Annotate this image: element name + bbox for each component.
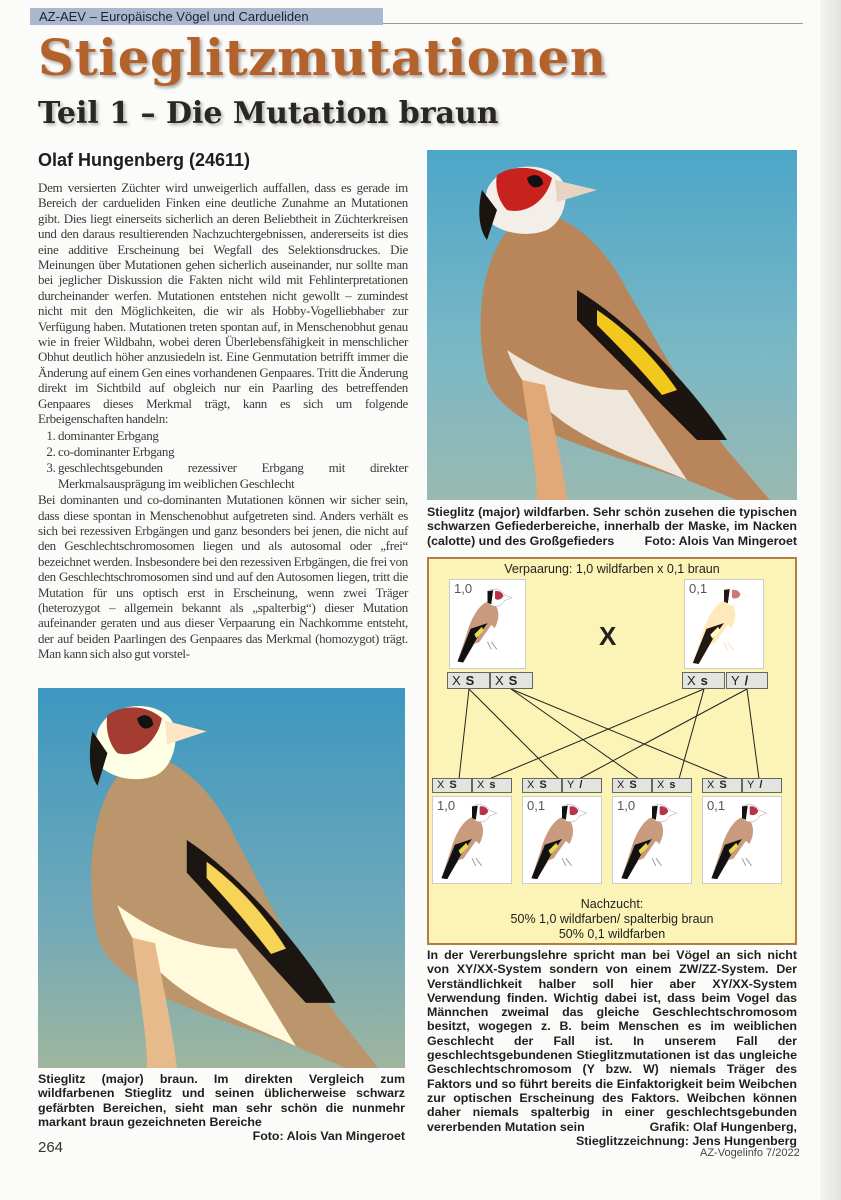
photo-credit: Foto: Alois Van Mingeroet (252, 1129, 405, 1144)
photo-caption-brown (38, 1072, 405, 1143)
caption-text: Stieglitz (major) braun. Im direkten Vergleich zum wildfarbenen Stieglitz und seinen üblicherweise schwarz gefärbten Bereichen, sieht man sehr schön die nunmehr markant braun gezeichneten Bereiche (38, 1072, 405, 1129)
mother-card (684, 579, 764, 669)
header-rule (383, 23, 803, 24)
gene-box: X S (447, 672, 490, 689)
page-number: 264 (38, 1139, 64, 1156)
inheritance-list (38, 428, 408, 492)
page-edge (820, 0, 841, 1200)
result-line: 50% 0,1 wildfarben (558, 927, 666, 941)
result-line: 50% 1,0 wildfarben/ spalterbig braun (510, 912, 714, 926)
father-card (449, 579, 526, 669)
diagram-caption (427, 948, 797, 1148)
list-item: 3. geschlechtsgebunden rezessiver Erbgang mit direkter Merkmalsausprägung im weiblichen Geschlecht (58, 460, 408, 491)
gene-box: X S (702, 778, 742, 793)
sex-label: 0,1 (527, 798, 546, 813)
list-item: 2. co-dominanter Erbgang (58, 444, 408, 459)
photo-goldfinch-wildtype (427, 150, 797, 500)
photo-credit: Foto: Alois Van Mingeroet (644, 533, 797, 548)
gene-box: X S (490, 672, 533, 689)
article-body (38, 180, 408, 662)
sex-label: 1,0 (437, 798, 456, 813)
graphic-credit: Grafik: Olaf Hungenberg, (649, 1119, 797, 1134)
drawing-credit: Stieglitzzeichnung: Jens Hungenberg (576, 1133, 797, 1148)
section-header: AZ-AEV – Europäische Vögel und Cardueliden (30, 8, 383, 25)
gene-box: X S (612, 778, 652, 793)
offspring-card (612, 796, 692, 884)
paragraph: Dem versierten Züchter wird unweigerlich auffallen, dass es gerade im Bereich der cardueliden Finken eine deutliche Zunahme an Mutationen gibt. Dies liegt einerseits sicherlich an deren Beliebtheit in Züchterkreisen und den daraus resultierenden Nachzuchtergebnissen, andererseits ist dies eine additive Erscheinung bei Wegfall des Selektionsdruckes. Die Meinungen über Mutationen gehen sicherlich auseinander, nur sollte man bei jeglicher Diskussion die Fakten nicht wild mit Fehlinterpretationen durcheinander werfen. Mutationen entstehen nicht gewollt – zumindest nicht mit den Möglichkeiten, die wir als Hobby-Vogelliebhaber zur Verfügung haben. Mutationen treten spontan auf, in Menschenobhut genau wie in freier Wildbahn, wobei deren Überlebensfähigkeit in menschlicher Obhut deutlich höher anzusiedeln ist. Eine Genmutation betrifft immer die Änderung auf einem Gen eines vorhandenen Genpaares. Tritt die Änderung direkt im Sichtbild auf obgleich nur ein Paarling des betreffenden Genpaares dieses Merkmal trägt, kann es sich um folgende Erbeigenschaften handeln: (38, 180, 408, 427)
offspring-card (432, 796, 512, 884)
list-item: 1. dominanter Erbgang (58, 428, 408, 443)
article-title: Stieglitzmutationen (38, 28, 607, 87)
author: Olaf Hungenberg (24611) (38, 150, 251, 170)
sex-label: 1,0 (454, 581, 473, 596)
gene-box: Y / (726, 672, 768, 689)
offspring-card (522, 796, 602, 884)
cross-symbol: X (599, 621, 617, 651)
article-subtitle: Teil 1 – Die Mutation braun (38, 96, 499, 131)
gene-box: X s (472, 778, 512, 793)
issue-label: AZ-Vogelinfo 7/2022 (700, 1147, 800, 1159)
inheritance-diagram (427, 557, 797, 945)
sex-label: 0,1 (689, 581, 708, 596)
gene-box: X S (522, 778, 562, 793)
gene-box: Y / (562, 778, 602, 793)
result-label: Nachzucht: (580, 897, 644, 911)
caption-text: Stieglitz (major) wildfarben. Sehr schön zusehen die typischen schwarzen Gefiederbereiche, innerhalb der Maske, im Nacken (calotte) und des Großgefieders (427, 505, 797, 548)
gene-box: X s (682, 672, 725, 689)
sex-label: 1,0 (617, 798, 636, 813)
photo-caption-wildtype (427, 505, 797, 548)
gene-box: Y / (742, 778, 782, 793)
gene-box: X S (432, 778, 472, 793)
offspring-card (702, 796, 782, 884)
caption-text: In der Vererbungslehre spricht man bei Vögel an sich nicht von XY/XX-System sondern von einem ZW/ZZ-System. Der Verständlichkeit halber soll hier aber XY/XX-System Verwendung finden. Wichtig dabei ist, dass beim Vogel das Männchen zweimal das gleiche Geschlechtschromosom besitzt, wogegen z. B. beim Menschen es im weiblichen Geschlecht der Fall ist. In unserem Fall der geschlechtsgebundenen Stieglitzmutationen ist das ungleiche Geschlechtschromosom (Y bzw. W) niemals Träger des Faktors und so führt bereits die Einfaktorigkeit beim Weibchen zur optischen Erscheinung des Faktors. Weibchen können daher niemals spalterbig in einer geschlechtsgebunden vererbenden Mutation sein (427, 948, 797, 1134)
diagram-title: Verpaarung: 1,0 wildfarben x 0,1 braun (504, 562, 720, 576)
photo-goldfinch-brown (38, 688, 405, 1068)
gene-box: X s (652, 778, 692, 793)
goldfinch-brown-drawing (685, 580, 763, 668)
paragraph: Bei dominanten und co-dominanten Mutationen können wir sicher sein, dass diese spontan in Menschenobhut aufgetreten sind. Anders verhält es sich bei rezessiven Erbgängen und ganz besonders bei jenen, die nicht auf den Geschlechtschromosomen liegen und als autosomal oder „frei“ bezeichnet werden. Insbesondere bei den rezessiven Erbgängen, die frei von den Geschlechtschromosomen sind und auf den Autosomen liegen, tritt die Mutation für uns optisch erst in Erscheinung, wenn zwei Träger (heterozygot – allgemein bekannt als „spalterbig“) dieser Mutation aufeinander geraten und aus dieser Verpaarung ein Nachkomme entsteht, der auf beiden Paarlingen des Genpaares das Merkmal (homozygot) trägt. Man kann sich also gut vorstel- (38, 492, 408, 662)
sex-label: 0,1 (707, 798, 726, 813)
